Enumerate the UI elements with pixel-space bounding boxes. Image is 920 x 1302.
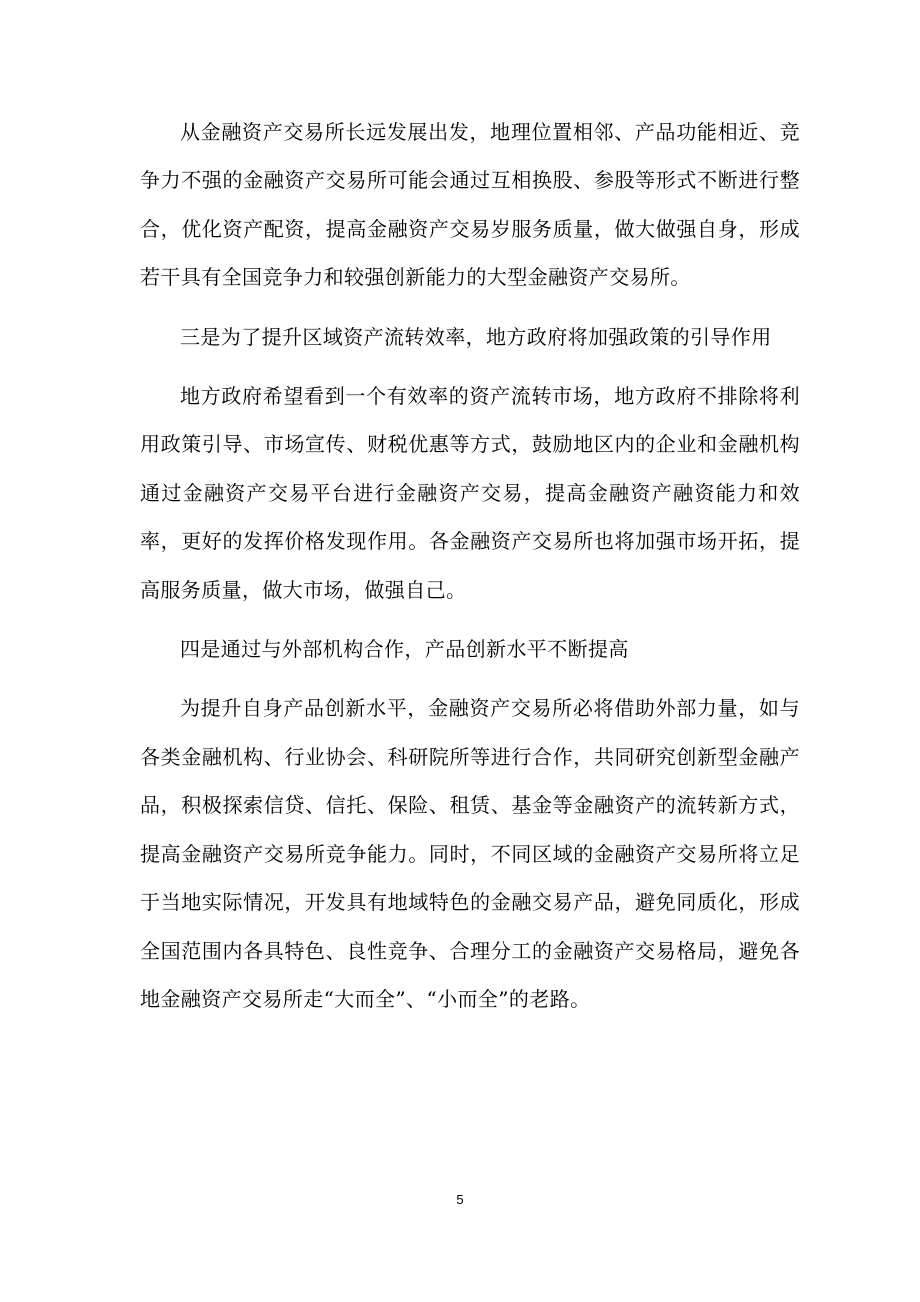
paragraph-external-cooperation: 为提升自身产品创新水平，金融资产交易所必将借助外部力量，如与各类金融机构、行业协会、科研院所等进行合作，共同研究创新型金融产品，积极探索信贷、信托、保险、租赁、基金等金融资产的流转新方式，提高金融资产交易所竞争能力。同时，不同区域的金融资产交易所将立足于当地实际情况，开发具有地域特色的金融交易产品，避免同质化，形成全国范围内各具特色、良性竞争、合理分工的金融资产交易格局，避免各地金融资产交易所走“大而全”、“小而全”的老路。	[140, 696, 800, 1011]
paragraph-government-policy: 地方政府希望看到一个有效率的资产流转市场，地方政府不排除将利用政策引导、市场宣传、财税优惠等方式，鼓励地区内的企业和金融机构通过金融资产交易平台进行金融资产交易，提高金融资产融资能力和效率，更好的发挥价格发现作用。各金融资产交易所也将加强市场开拓，提高服务质量，做大市场，做强自己。	[140, 384, 800, 602]
page-number: 5	[456, 1192, 464, 1207]
page-body	[140, 108, 800, 1023]
heading-external-cooperation: 四是通过与外部机构合作，产品创新水平不断提高	[180, 637, 629, 662]
heading-government-policy: 三是为了提升区域资产流转效率，地方政府将加强政策的引导作用	[180, 324, 772, 349]
paragraph-consolidation: 从金融资产交易所长远发展出发，地理位置相邻、产品功能相近、竞争力不强的金融资产交易所可能会通过互相换股、参股等形式不断进行整合，优化资产配资，提高金融资产交易岁服务质量，做大做强自身，形成若干具有全国竞争力和较强创新能力的大型金融资产交易所。	[140, 120, 800, 290]
